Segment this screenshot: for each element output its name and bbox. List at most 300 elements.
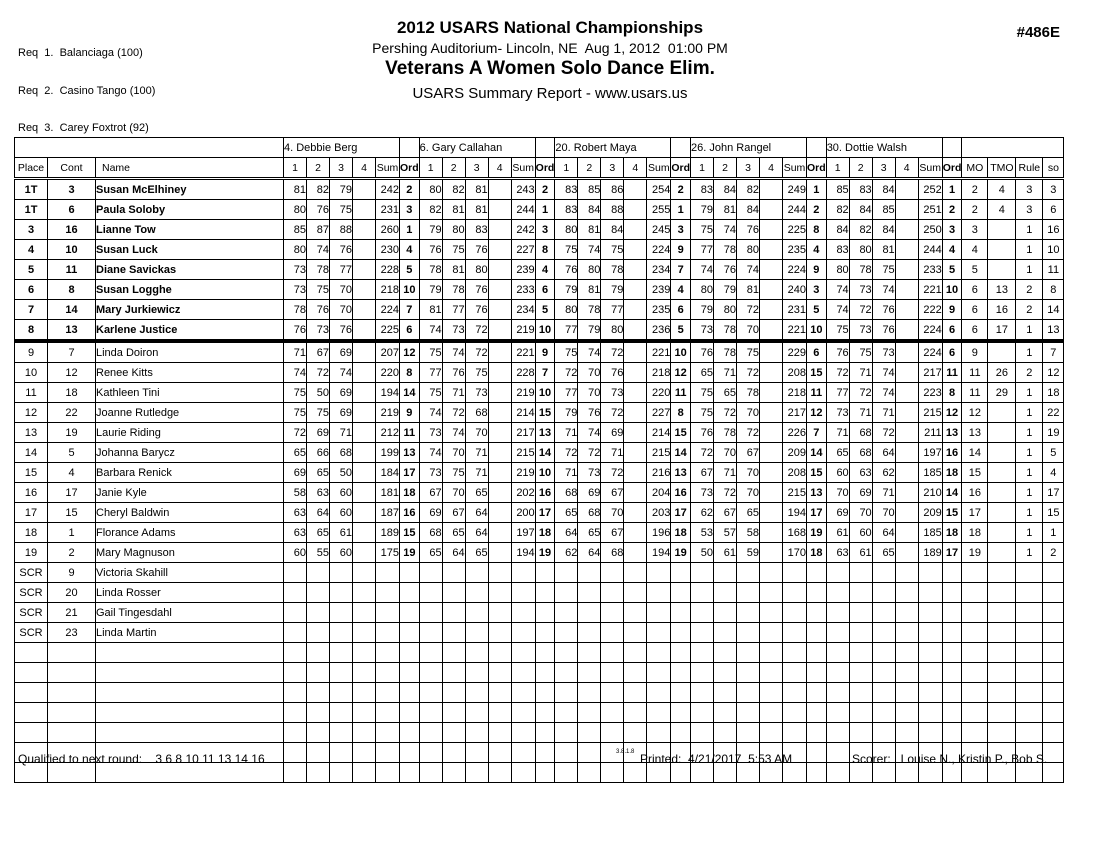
ord-cell: 7 (807, 423, 827, 443)
empty-cell (442, 763, 465, 783)
sum-cell: 244 (511, 200, 535, 220)
empty-cell (488, 663, 511, 683)
score-cell: 65 (307, 523, 330, 543)
judge-row-spacer (400, 138, 420, 158)
empty-cell (807, 763, 827, 783)
empty-cell (419, 603, 442, 623)
score-cell: 81 (465, 179, 488, 200)
score-cell: 69 (330, 341, 353, 363)
score-cell: 67 (419, 483, 442, 503)
empty-cell (601, 583, 624, 603)
col-header-score: 4 (353, 158, 376, 179)
empty-cell (400, 743, 420, 763)
empty-cell (284, 643, 307, 663)
name-cell: Susan Luck (96, 240, 284, 260)
empty-cell (826, 623, 849, 643)
col-header-name: Name (96, 158, 284, 179)
empty-cell (826, 703, 849, 723)
score-cell (488, 260, 511, 280)
sum-cell: 221 (647, 341, 671, 363)
score-cell: 76 (465, 300, 488, 320)
score-cell: 72 (555, 443, 578, 463)
score-cell: 58 (737, 523, 760, 543)
empty-cell (807, 723, 827, 743)
score-cell: 82 (849, 220, 872, 240)
so-cell: 1 (1043, 523, 1064, 543)
score-cell (760, 523, 783, 543)
ord-cell: 14 (807, 443, 827, 463)
sum-cell: 211 (918, 423, 942, 443)
empty-cell (760, 623, 783, 643)
score-cell: 74 (714, 220, 737, 240)
empty-cell (442, 663, 465, 683)
empty-cell (826, 723, 849, 743)
score-cell: 75 (330, 200, 353, 220)
empty-cell (535, 743, 555, 763)
empty-cell (15, 723, 48, 743)
place-cell: 11 (15, 383, 48, 403)
empty-cell (895, 563, 918, 583)
score-cell: 70 (737, 320, 760, 342)
empty-cell (307, 763, 330, 783)
col-header-cont: Cont (48, 158, 96, 179)
sum-cell: 221 (511, 341, 535, 363)
empty-cell (783, 603, 807, 623)
score-cell: 71 (465, 463, 488, 483)
empty-cell (918, 623, 942, 643)
score-cell (353, 523, 376, 543)
empty-cell (400, 703, 420, 723)
score-cell (760, 423, 783, 443)
cont-cell: 15 (48, 503, 96, 523)
sum-cell: 216 (647, 463, 671, 483)
score-cell (488, 240, 511, 260)
col-header-score: Sum (783, 158, 807, 179)
empty-cell (488, 763, 511, 783)
empty-cell (624, 663, 647, 683)
event-title: Veterans A Women Solo Dance Elim. (385, 58, 715, 79)
score-cell: 81 (465, 200, 488, 220)
rule-cell: 1 (1016, 543, 1043, 563)
cont-cell: 18 (48, 383, 96, 403)
score-cell: 79 (578, 320, 601, 342)
empty-cell (849, 723, 872, 743)
name-cell: Mary Magnuson (96, 543, 284, 563)
score-cell: 70 (330, 300, 353, 320)
sum-cell: 228 (376, 260, 400, 280)
empty-cell (353, 703, 376, 723)
mo-cell: 11 (962, 383, 988, 403)
name-cell: Paula Soloby (96, 200, 284, 220)
empty-cell (895, 643, 918, 663)
score-cell (895, 240, 918, 260)
empty-cell (511, 763, 535, 783)
empty-cell (918, 663, 942, 683)
empty-cell (419, 663, 442, 683)
sum-cell: 168 (783, 523, 807, 543)
so-cell: 14 (1043, 300, 1064, 320)
score-cell: 75 (442, 240, 465, 260)
empty-cell (760, 603, 783, 623)
empty-cell (1016, 623, 1043, 643)
empty-cell (671, 683, 691, 703)
score-cell: 86 (601, 179, 624, 200)
column-header-row (15, 158, 1064, 179)
empty-cell (760, 683, 783, 703)
score-cell: 81 (284, 179, 307, 200)
empty-cell (601, 623, 624, 643)
place-cell: 13 (15, 423, 48, 443)
sum-cell: 242 (376, 179, 400, 200)
sum-cell: 227 (647, 403, 671, 423)
ord-cell: 17 (400, 463, 420, 483)
empty-cell (601, 603, 624, 623)
empty-cell (535, 683, 555, 703)
empty-cell (376, 603, 400, 623)
cont-cell: 12 (48, 363, 96, 383)
scratch-row (15, 603, 1064, 623)
score-cell: 63 (284, 503, 307, 523)
empty-cell (918, 603, 942, 623)
empty-cell (826, 643, 849, 663)
so-cell: 3 (1043, 179, 1064, 200)
score-cell (624, 200, 647, 220)
sum-cell: 244 (918, 240, 942, 260)
score-cell: 68 (849, 423, 872, 443)
score-cell: 83 (555, 200, 578, 220)
col-header-score: 1 (284, 158, 307, 179)
sum-cell: 233 (918, 260, 942, 280)
empty-cell (400, 663, 420, 683)
score-cell: 68 (578, 503, 601, 523)
score-cell: 72 (578, 443, 601, 463)
col-header-tmo: TMO (988, 158, 1016, 179)
empty-cell (691, 683, 714, 703)
empty-cell (465, 743, 488, 763)
empty-cell (988, 703, 1016, 723)
sum-cell: 227 (511, 240, 535, 260)
rule-cell: 3 (1016, 179, 1043, 200)
empty-cell (330, 663, 353, 683)
cont-cell: 22 (48, 403, 96, 423)
score-cell (760, 280, 783, 300)
score-cell (895, 260, 918, 280)
score-cell: 79 (419, 220, 442, 240)
sum-cell: 175 (376, 543, 400, 563)
sum-cell: 220 (647, 383, 671, 403)
empty-cell (962, 723, 988, 743)
col-header-score: 1 (691, 158, 714, 179)
so-cell: 6 (1043, 200, 1064, 220)
cont-cell: 16 (48, 220, 96, 240)
score-cell: 70 (737, 483, 760, 503)
ord-cell: 7 (671, 260, 691, 280)
empty-cell (714, 683, 737, 703)
mo-cell: 17 (962, 503, 988, 523)
sum-cell: 235 (783, 240, 807, 260)
empty-cell (962, 683, 988, 703)
ord-cell: 6 (400, 320, 420, 342)
empty-cell (442, 643, 465, 663)
ord-cell: 1 (807, 179, 827, 200)
empty-cell (353, 603, 376, 623)
name-cell: Lianne Tow (96, 220, 284, 240)
ord-cell: 19 (671, 543, 691, 563)
ord-cell: 12 (400, 341, 420, 363)
ord-cell: 16 (400, 503, 420, 523)
name-cell: Kathleen Tini (96, 383, 284, 403)
sum-cell: 215 (918, 403, 942, 423)
score-cell (895, 383, 918, 403)
sum-cell: 220 (376, 363, 400, 383)
score-cell: 73 (307, 320, 330, 342)
empty-cell (783, 563, 807, 583)
score-cell: 65 (714, 383, 737, 403)
score-cell (353, 383, 376, 403)
ord-cell: 18 (942, 523, 962, 543)
score-cell: 74 (578, 240, 601, 260)
sum-cell: 214 (511, 403, 535, 423)
tmo-cell (988, 463, 1016, 483)
score-cell: 53 (691, 523, 714, 543)
empty-cell (783, 643, 807, 663)
score-cell: 78 (442, 280, 465, 300)
ord-cell (942, 563, 962, 583)
empty-cell (671, 643, 691, 663)
empty-cell (918, 723, 942, 743)
score-cell: 78 (714, 341, 737, 363)
col-header-score: 2 (442, 158, 465, 179)
table-row (15, 300, 1064, 320)
empty-cell (511, 683, 535, 703)
score-cell: 50 (330, 463, 353, 483)
score-cell (624, 443, 647, 463)
score-cell (760, 383, 783, 403)
score-cell: 76 (307, 200, 330, 220)
score-cell (488, 300, 511, 320)
sum-cell: 260 (376, 220, 400, 240)
name-cell: Karlene Justice (96, 320, 284, 342)
empty-cell (807, 663, 827, 683)
score-cell: 74 (284, 363, 307, 383)
ord-cell: 17 (671, 503, 691, 523)
score-cell (895, 200, 918, 220)
tmo-cell (988, 523, 1016, 543)
judge-name: 26. John Rangel (691, 138, 807, 158)
judge-row-spacer (15, 138, 284, 158)
place-cell: 8 (15, 320, 48, 342)
empty-cell (511, 643, 535, 663)
empty-cell (330, 643, 353, 663)
score-cell: 64 (872, 523, 895, 543)
score-cell (624, 363, 647, 383)
score-cell: 77 (826, 383, 849, 403)
score-cell: 69 (601, 423, 624, 443)
empty-cell (376, 763, 400, 783)
score-cell: 71 (872, 483, 895, 503)
empty-cell (578, 623, 601, 643)
col-header-ord: Ord (400, 158, 420, 179)
col-header-mo: MO (962, 158, 988, 179)
empty-cell (465, 563, 488, 583)
score-cell: 76 (442, 363, 465, 383)
sum-cell: 224 (918, 320, 942, 342)
empty-cell (826, 683, 849, 703)
empty-cell (307, 743, 330, 763)
score-cell: 74 (442, 341, 465, 363)
score-cell: 65 (691, 363, 714, 383)
name-cell: Mary Jurkiewicz (96, 300, 284, 320)
sum-cell: 207 (376, 341, 400, 363)
empty-cell (307, 643, 330, 663)
table-row (15, 220, 1064, 240)
score-cell: 75 (691, 220, 714, 240)
empty-cell (15, 703, 48, 723)
score-cell: 60 (284, 543, 307, 563)
score-cell (353, 200, 376, 220)
mo-cell: 6 (962, 300, 988, 320)
score-cell (895, 463, 918, 483)
score-cell: 74 (872, 363, 895, 383)
ord-cell: 15 (671, 423, 691, 443)
ord-cell: 13 (400, 443, 420, 463)
sum-cell: 242 (511, 220, 535, 240)
score-cell: 65 (578, 523, 601, 543)
empty-cell (624, 723, 647, 743)
empty-cell (511, 623, 535, 643)
empty-cell (849, 563, 872, 583)
ord-cell: 12 (807, 403, 827, 423)
empty-cell (918, 703, 942, 723)
empty-cell (737, 603, 760, 623)
empty-cell (1016, 603, 1043, 623)
ord-cell: 19 (535, 543, 555, 563)
empty-cell (330, 763, 353, 783)
empty-cell (783, 683, 807, 703)
ord-cell: 13 (671, 463, 691, 483)
empty-cell (783, 663, 807, 683)
col-header-rule: Rule (1016, 158, 1043, 179)
score-cell: 85 (578, 179, 601, 200)
empty-cell (419, 743, 442, 763)
empty-cell (578, 683, 601, 703)
sum-cell: 222 (918, 300, 942, 320)
ord-cell: 15 (807, 363, 827, 383)
empty-cell (872, 563, 895, 583)
score-cell (760, 300, 783, 320)
empty-cell (307, 623, 330, 643)
empty-cell (442, 683, 465, 703)
rule-cell: 2 (1016, 280, 1043, 300)
empty-cell (284, 603, 307, 623)
empty-cell (714, 703, 737, 723)
col-header-ord: Ord (535, 158, 555, 179)
mo-cell: 15 (962, 463, 988, 483)
cont-cell: 20 (48, 583, 96, 603)
ord-cell: 3 (535, 220, 555, 240)
mo-cell: 4 (962, 240, 988, 260)
mo-cell: 9 (962, 341, 988, 363)
sum-cell: 184 (376, 463, 400, 483)
score-cell: 64 (307, 503, 330, 523)
empty-cell (737, 643, 760, 663)
sum-cell: 250 (918, 220, 942, 240)
empty-cell (442, 723, 465, 743)
empty-cell (511, 603, 535, 623)
score-cell (488, 341, 511, 363)
score-cell: 71 (849, 363, 872, 383)
table-row (15, 543, 1064, 563)
so-cell: 8 (1043, 280, 1064, 300)
score-cell: 78 (419, 260, 442, 280)
name-cell: Johanna Barycz (96, 443, 284, 463)
sum-cell: 228 (511, 363, 535, 383)
score-cell: 63 (284, 523, 307, 543)
score-cell: 88 (601, 200, 624, 220)
empty-cell (96, 703, 284, 723)
ord-cell: 18 (942, 463, 962, 483)
score-cell (353, 423, 376, 443)
empty-cell (284, 743, 307, 763)
judge-name: 20. Robert Maya (555, 138, 671, 158)
ord-cell: 6 (942, 320, 962, 342)
score-cell (488, 363, 511, 383)
sum-cell: 194 (511, 543, 535, 563)
score-cell: 63 (826, 543, 849, 563)
rule-cell: 1 (1016, 383, 1043, 403)
score-cell: 75 (691, 383, 714, 403)
empty-cell (535, 723, 555, 743)
empty-cell (714, 723, 737, 743)
requirement-line: Req 3. Carey Foxtrot (92) (18, 122, 149, 134)
rule-cell: 1 (1016, 463, 1043, 483)
score-cell: 69 (330, 403, 353, 423)
place-cell: 10 (15, 363, 48, 383)
ord-cell (400, 623, 420, 643)
cont-cell: 4 (48, 463, 96, 483)
col-header-score: 4 (624, 158, 647, 179)
score-cell: 72 (737, 363, 760, 383)
empty-cell (962, 703, 988, 723)
empty-cell (353, 683, 376, 703)
cont-cell: 6 (48, 200, 96, 220)
score-cell: 65 (442, 523, 465, 543)
score-cell: 78 (578, 300, 601, 320)
col-header-score: 1 (826, 158, 849, 179)
empty-cell (330, 583, 353, 603)
so-cell: 4 (1043, 463, 1064, 483)
score-cell (760, 320, 783, 342)
empty-cell (330, 683, 353, 703)
cont-cell: 11 (48, 260, 96, 280)
score-cell: 72 (307, 363, 330, 383)
empty-cell (578, 603, 601, 623)
ord-cell: 17 (942, 543, 962, 563)
col-header-so: so (1043, 158, 1064, 179)
score-cell: 74 (578, 423, 601, 443)
empty-cell (962, 623, 988, 643)
empty-cell (488, 603, 511, 623)
empty-cell (783, 723, 807, 743)
score-cell (760, 200, 783, 220)
empty-cell (849, 703, 872, 723)
empty-cell (807, 683, 827, 703)
empty-cell (419, 723, 442, 743)
score-cell: 78 (849, 260, 872, 280)
mo-cell: 13 (962, 423, 988, 443)
score-cell: 65 (555, 503, 578, 523)
col-header-score: 2 (307, 158, 330, 179)
